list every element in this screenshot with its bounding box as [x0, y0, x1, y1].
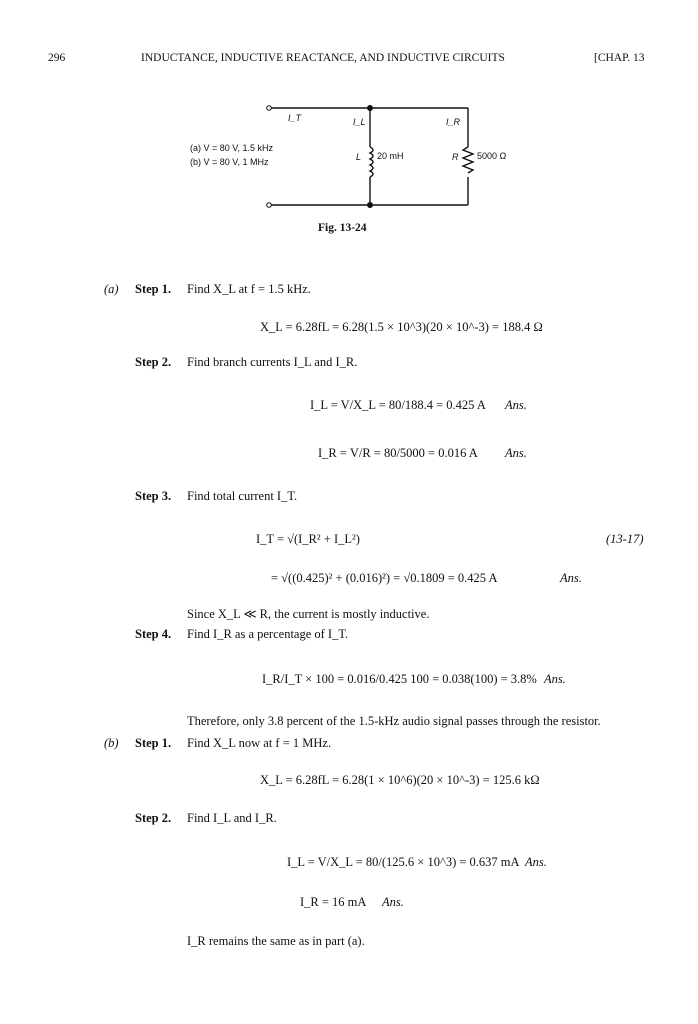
- junction-top: [367, 105, 373, 111]
- b-step2-label: Step 2.: [135, 811, 172, 825]
- terminal-bottom: [267, 203, 272, 208]
- a-step2-text: Find branch currents I_L and I_R.: [187, 355, 358, 369]
- inductor-value: 20 mH: [377, 151, 404, 161]
- a-step3-label: Step 3.: [135, 489, 172, 503]
- resistor-symbol: R: [452, 152, 459, 162]
- a-eq-it: I_T = √(I_R² + I_L²): [256, 532, 360, 546]
- page-number: 296: [48, 52, 66, 64]
- a-ans-it: Ans.: [560, 571, 582, 585]
- part-a-marker: (a): [104, 282, 119, 296]
- case-a-label: (a) V = 80 V, 1.5 kHz: [190, 143, 273, 153]
- b-ans-ir: Ans.: [382, 895, 404, 909]
- label-il: I_L: [353, 117, 366, 127]
- inductor-symbol: L: [356, 152, 362, 162]
- a-eq-pct: I_R/I_T × 100 = 0.016/0.425 100 = 0.038(100) = 3.8%: [262, 672, 537, 686]
- b-step1-text: Find X_L now at f = 1 MHz.: [187, 736, 332, 750]
- a-eq-il: I_L = V/X_L = 80/188.4 = 0.425 A: [310, 398, 486, 412]
- label-it: I_T: [288, 113, 302, 123]
- a-eq-it2: = √((0.425)² + (0.016)²) = √0.1809 = 0.425 A: [271, 571, 498, 585]
- a-eq-xl: X_L = 6.28fL = 6.28(1.5 × 10^3)(20 × 10^-3) = 188.4 Ω: [260, 320, 543, 334]
- resistor-value: 5000 Ω: [477, 151, 507, 161]
- a-note: Since X_L ≪ R, the current is mostly inductive.: [187, 607, 430, 621]
- a-step1-label: Step 1.: [135, 282, 172, 296]
- a-ans-ir: Ans.: [505, 446, 527, 460]
- a-step2-label: Step 2.: [135, 355, 172, 369]
- resistor-zigzag: [463, 147, 473, 173]
- junction-bottom: [367, 202, 373, 208]
- part-b-marker: (b): [104, 736, 119, 750]
- b-step2-text: Find I_L and I_R.: [187, 811, 277, 825]
- case-b-label: (b) V = 80 V, 1 MHz: [190, 157, 269, 167]
- chapter-label: [CHAP. 13: [594, 52, 645, 64]
- a-ans-il: Ans.: [505, 398, 527, 412]
- label-ir: I_R: [446, 117, 461, 127]
- running-title: INDUCTANCE, INDUCTIVE REACTANCE, AND INDUCTIVE CIRCUITS: [141, 52, 505, 64]
- b-eq-il: I_L = V/X_L = 80/(125.6 × 10^3) = 0.637 mA: [287, 855, 520, 869]
- terminal-top: [267, 106, 272, 111]
- a-step1-text: Find X_L at f = 1.5 kHz.: [187, 282, 311, 296]
- b-eq-ir: I_R = 16 mA: [300, 895, 367, 909]
- a-ans-pct: Ans.: [544, 672, 566, 686]
- b-step1-label: Step 1.: [135, 736, 172, 750]
- inductor-coil: [370, 147, 373, 177]
- a-step4-text: Find I_R as a percentage of I_T.: [187, 627, 349, 641]
- b-eq-xl: X_L = 6.28fL = 6.28(1 × 10^6)(20 × 10^-3) = 125.6 kΩ: [260, 773, 540, 787]
- eq-number: (13-17): [606, 532, 644, 546]
- a-step4-label: Step 4.: [135, 627, 172, 641]
- a-conclusion: Therefore, only 3.8 percent of the 1.5-kHz audio signal passes through the resistor.: [187, 714, 601, 728]
- figure-caption: Fig. 13-24: [318, 222, 367, 234]
- a-eq-ir: I_R = V/R = 80/5000 = 0.016 A: [318, 446, 478, 460]
- b-ans-il: Ans.: [525, 855, 547, 869]
- a-step3-text: Find total current I_T.: [187, 489, 298, 503]
- b-final-note: I_R remains the same as in part (a).: [187, 934, 365, 948]
